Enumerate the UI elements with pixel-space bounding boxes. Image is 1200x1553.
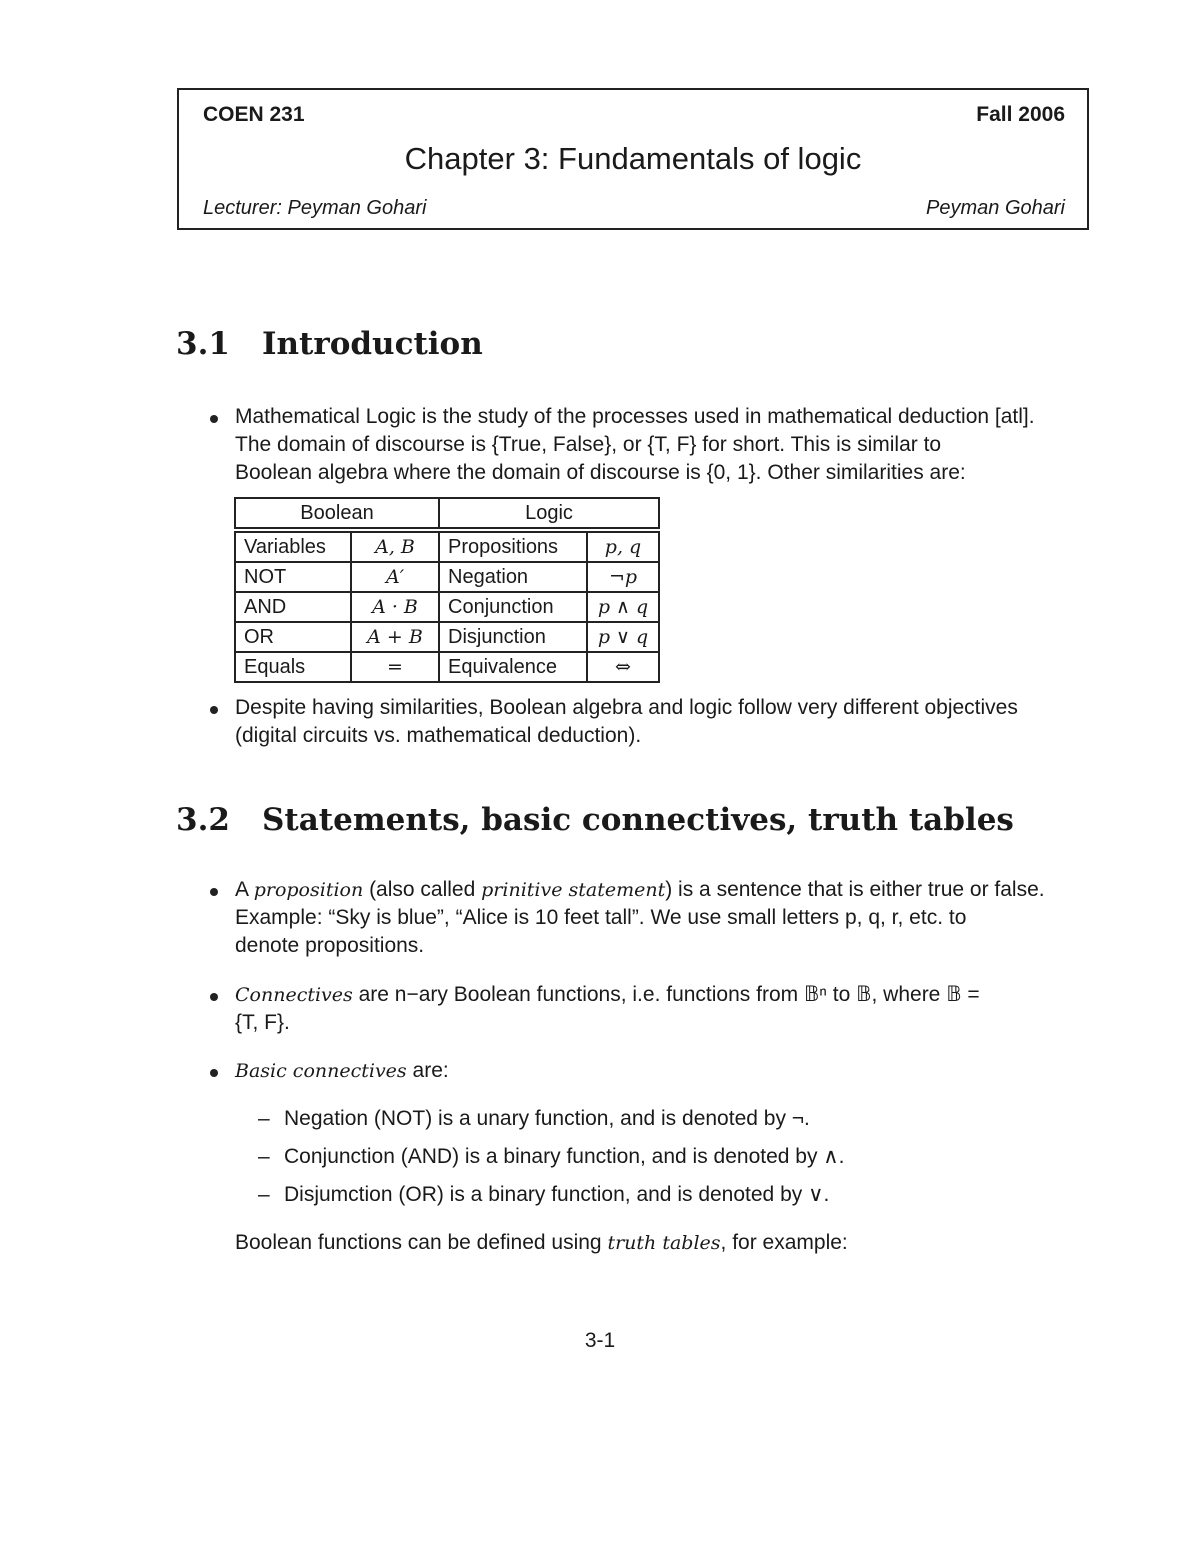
bullet-icon (210, 1069, 218, 1077)
text-run: (also called (369, 878, 476, 901)
term-truth-tables: truth tables (607, 1232, 721, 1254)
table-cell: = (351, 652, 439, 682)
table-cell: Variables (235, 532, 351, 562)
text-line (235, 1057, 1095, 1085)
text-line: Example: “Sky is blue”, “Alice is 10 feet tall”. We use small letters p, q, r, etc. to (235, 906, 967, 929)
bullet-icon (210, 706, 218, 714)
text-run: ) is a sentence that is either true or false. (665, 878, 1045, 901)
text-run: A (235, 878, 248, 901)
boolean-logic-comparison-table (234, 497, 660, 683)
text-line: The domain of discourse is {True, False}, or {T, F} for short. This is similar to (235, 433, 942, 456)
sub-item-text: Conjunction (AND) is a binary function, and is denoted by ∧. (284, 1145, 845, 1168)
text-line: Mathematical Logic is the study of the processes used in mathematical deduction [atl]. (235, 405, 1035, 428)
sub-item-text: Negation (NOT) is a unary function, and is denoted by ¬. (284, 1107, 810, 1130)
bullet-text (235, 403, 1095, 487)
term: Fall 2006 (976, 103, 1065, 126)
sub-item-text: Disjumction (OR) is a binary function, and is denoted by ∨. (284, 1183, 830, 1206)
table-cell: A, B (351, 532, 439, 562)
text-line: {T, F}. (235, 1011, 290, 1034)
table-cell: ¬p (587, 562, 659, 592)
lecture-header (177, 88, 1089, 230)
term-connectives: Connectives (235, 984, 353, 1006)
section-title: Introduction (262, 326, 483, 362)
dash-icon: – (258, 1145, 270, 1168)
table-cell: p ∧ q (587, 592, 659, 622)
table-row (235, 592, 659, 622)
header-bottom-row (203, 194, 1065, 222)
table-cell: NOT (235, 562, 351, 592)
table-header: Logic (439, 498, 659, 528)
text-line: (digital circuits vs. mathematical deduction). (235, 724, 642, 747)
term-primitive-statement: prinitive statement (481, 879, 666, 901)
bullet-text (235, 876, 1095, 960)
bullet-icon (210, 415, 218, 423)
table-cell: Negation (439, 562, 587, 592)
term-basic-connectives: Basic connectives (235, 1060, 407, 1082)
text-line (235, 876, 1095, 904)
bullet-text (235, 1057, 1095, 1085)
table-cell: Propositions (439, 532, 587, 562)
table-cell: ⇔ (587, 652, 659, 682)
text-line: Despite having similarities, Boolean algebra and logic follow very different objectives (235, 696, 1018, 719)
text-run: are: (412, 1059, 449, 1082)
table-header: Boolean (235, 498, 439, 528)
table-header-row (235, 498, 659, 528)
table-cell: Conjunction (439, 592, 587, 622)
scribe: Peyman Gohari (926, 197, 1065, 219)
section-number: 3.2 (176, 802, 230, 838)
text-line: Boolean algebra where the domain of discourse is {0, 1}. Other similarities are: (235, 461, 966, 484)
term-proposition: proposition (253, 879, 364, 901)
section-heading-introduction (176, 326, 483, 362)
table-cell: Equals (235, 652, 351, 682)
dash-icon: – (258, 1183, 270, 1206)
text-line: denote propositions. (235, 934, 425, 957)
table-cell: A + B (351, 622, 439, 652)
section-number: 3.1 (176, 326, 230, 362)
lecturer: Lecturer: Peyman Gohari (203, 197, 427, 219)
page-number: 3-1 (584, 1329, 616, 1352)
closing-paragraph (235, 1229, 848, 1257)
table-cell: AND (235, 592, 351, 622)
table-cell: A′ (351, 562, 439, 592)
table-cell: p, q (587, 532, 659, 562)
table-row (235, 532, 659, 562)
bullet-icon (210, 888, 218, 896)
section-title: Statements, basic connectives, truth tables (262, 802, 1014, 838)
bullet-text (235, 694, 1095, 750)
bullet-text (235, 981, 1095, 1037)
header-top-row (203, 101, 1065, 129)
text-line (235, 981, 1095, 1009)
text-run: Boolean functions can be defined using (235, 1231, 602, 1254)
dash-icon: – (258, 1107, 270, 1130)
table-cell: Disjunction (439, 622, 587, 652)
table-row (235, 562, 659, 592)
bullet-icon (210, 993, 218, 1001)
table-cell: p ∨ q (587, 622, 659, 652)
table-cell: OR (235, 622, 351, 652)
text-run: , for example: (720, 1231, 848, 1254)
course-code: COEN 231 (203, 103, 305, 126)
text-run: are n−ary Boolean functions, i.e. functions from 𝔹ⁿ to 𝔹, where 𝔹 = (358, 983, 980, 1006)
table-row (235, 622, 659, 652)
chapter-title: Chapter 3: Fundamentals of logic (404, 141, 862, 176)
section-heading-statements (176, 802, 1014, 838)
table-cell: A · B (351, 592, 439, 622)
table-row (235, 652, 659, 682)
table-cell: Equivalence (439, 652, 587, 682)
